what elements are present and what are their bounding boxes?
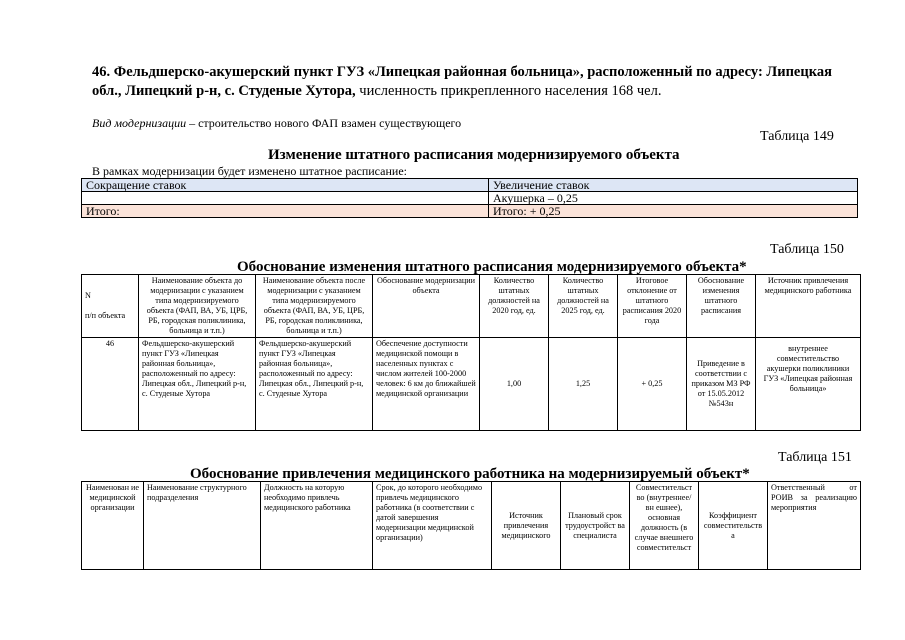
object-heading-population: численность прикрепленного населения 168 чел.: [355, 83, 662, 99]
header-cell: Обоснование модернизации объекта: [373, 275, 480, 338]
data-cell: + 0,25: [618, 338, 687, 431]
table-row: [82, 205, 858, 218]
total-reduce-cell: Итого:: [82, 205, 489, 218]
object-heading-bold: 46. Фельдшерско-акушерский пункт ГУЗ «Липецкая районная больница», расположенный по адресу: Липецкая обл., Липецкий р-н, с. Студеные Хутора,: [92, 64, 832, 99]
object-heading: [92, 63, 852, 101]
table-row: [82, 338, 861, 431]
modernization-label: Вид модернизации: [92, 116, 187, 130]
header-cell: N п/п объекта: [82, 275, 139, 338]
header-cell: Плановый срок трудоустройст ва специалиста: [561, 482, 630, 570]
header-cell: Коэффициент совместительств а: [699, 482, 768, 570]
modernization-text: – строительство нового ФАП взамен существующего: [186, 116, 462, 130]
data-cell: 1,25: [549, 338, 618, 431]
table-149-intro: В рамках модернизации будет изменено штатное расписание:: [92, 164, 407, 178]
data-cell: внутреннее совместительство акушерки поликлиники ГУЗ «Липецкая районная больница»: [756, 338, 861, 431]
header-cell: Наименование структурного подразделения: [144, 482, 261, 570]
header-cell: Количество штатных должностей на 2020 год, ед.: [480, 275, 549, 338]
data-cell: 1,00: [480, 338, 549, 431]
increase-cell: Акушерка – 0,25: [489, 192, 858, 205]
table-150-label: Таблица 150: [770, 242, 844, 257]
worker-attraction-table: [81, 481, 861, 570]
table-149-label: Таблица 149: [760, 129, 834, 144]
col-reduce-header: Сокращение ставок: [82, 179, 489, 192]
header-cell: Наименование объекта после модернизации с указанием типа модернизируемого объекта (ФАП, ВА, УБ, ЦРБ, РБ, городская поликлиника, больница и т.п.): [256, 275, 373, 338]
table-151-title: Обоснование привлечения медицинского работника на модернизируемый объект*: [190, 466, 750, 482]
header-cell: Должность на которую необходимо привлечь медицинского работника: [261, 482, 373, 570]
header-cell: Источник привлечения медицинского работника: [756, 275, 861, 338]
reduce-cell: [82, 192, 489, 205]
header-cell: Количество штатных должностей на 2025 год, ед.: [549, 275, 618, 338]
header-cell: Источник привлечения медицинского: [492, 482, 561, 570]
header-cell: Срок, до которого необходимо привлечь медицинского работника (в соответствии с датой завершения модернизации медицинской организации): [373, 482, 492, 570]
data-cell: Приведение в соответствии с приказом МЗ РФ от 15.05.2012 №543н: [687, 338, 756, 431]
staff-change-table: [81, 178, 858, 218]
table-149-title: Изменение штатного расписания модернизируемого объекта: [268, 147, 680, 163]
staff-justification-table: [81, 274, 861, 431]
modernization-type: [92, 116, 461, 131]
header-cell: Обоснование изменения штатного расписания: [687, 275, 756, 338]
data-cell: Обеспечение доступности медицинской помощи в населенных пунктах с числом жителей 100-2000 человек: 6 км до ближайшей медицинской организации: [373, 338, 480, 431]
total-increase-cell: Итого: + 0,25: [489, 205, 858, 218]
header-cell: Ответственный от РОИВ за реализацию мероприятия: [768, 482, 861, 570]
header-cell: Наименование объекта до модернизации с указанием типа модернизируемого объекта (ФАП, ВА, УБ, ЦРБ, РБ, городская поликлиника, больница и т.п.): [139, 275, 256, 338]
table-150-title: Обоснование изменения штатного расписания модернизируемого объекта*: [237, 259, 747, 275]
header-cell: Наименован ие медицинской организации: [82, 482, 144, 570]
table-row: [82, 482, 861, 570]
data-cell: Фельдшерско-акушерский пункт ГУЗ «Липецкая районная больница», расположенный по адресу: Липецкая обл., Липецкий р-н, с. Студеные Хутора: [256, 338, 373, 431]
data-cell: 46: [82, 338, 139, 431]
table-151-label: Таблица 151: [778, 450, 852, 465]
header-cell: Совместительст во (внутреннее/вн ешнее), основная должность (в случае внешнего совместительст: [630, 482, 699, 570]
table-row: [82, 275, 861, 338]
header-cell: Итоговое отклонение от штатного расписания 2020 года: [618, 275, 687, 338]
table-row: [82, 179, 858, 192]
table-row: [82, 192, 858, 205]
data-cell: Фельдшерско-акушерский пункт ГУЗ «Липецкая районная больница», расположенный по адресу: Липецкая обл., Липецкий р-н, с. Студеные Хутора: [139, 338, 256, 431]
col-increase-header: Увеличение ставок: [489, 179, 858, 192]
